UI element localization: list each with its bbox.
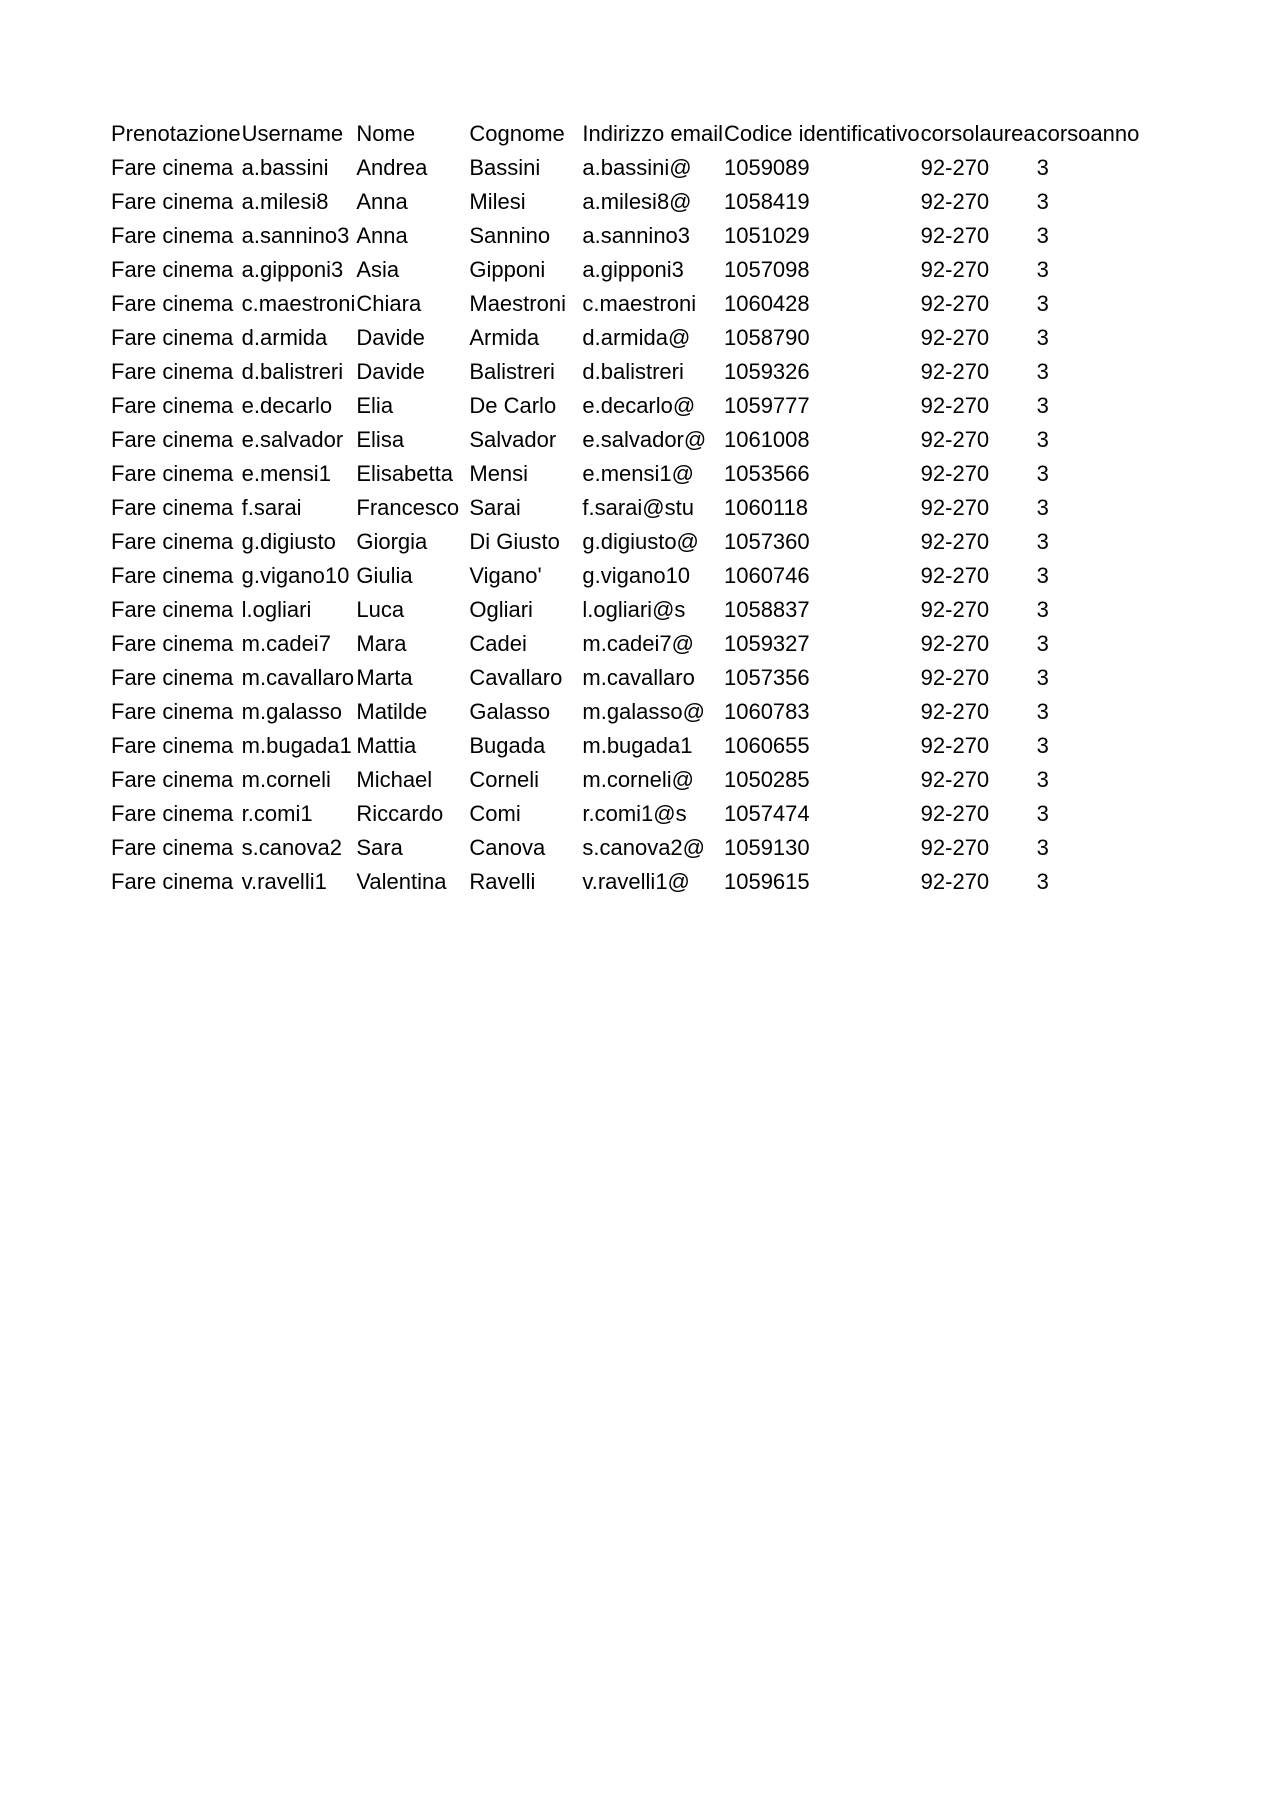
table-row: [110, 219, 1149, 253]
header-cell-username: Username: [241, 121, 344, 146]
cell-prenotazione: Fare cinema: [111, 223, 234, 248]
cell-codice: 1057356: [723, 665, 810, 690]
data-table: [110, 117, 1149, 899]
cell-prenotazione: Fare cinema: [111, 563, 234, 588]
cell-cognome: Comi: [469, 801, 521, 826]
cell-corsoanno: 3: [1036, 189, 1049, 214]
cell-corsolaurea: 92-270: [920, 563, 990, 588]
cell-corsolaurea: 92-270: [920, 835, 990, 860]
cell-codice: 1059615: [723, 869, 810, 894]
cell-username: a.bassini: [241, 155, 329, 180]
cell-corsoanno: 3: [1036, 495, 1049, 520]
table-row: [110, 287, 1149, 321]
cell-username: e.salvador: [241, 427, 344, 452]
cell-username: r.comi1: [241, 801, 313, 826]
cell-cognome: Balistreri: [469, 359, 555, 384]
cell-prenotazione: Fare cinema: [111, 801, 234, 826]
table-row: [110, 593, 1149, 627]
header-row: [110, 117, 1149, 151]
cell-prenotazione: Fare cinema: [111, 495, 234, 520]
cell-prenotazione: Fare cinema: [111, 359, 234, 384]
cell-email: r.comi1@s: [582, 801, 687, 826]
cell-username: g.vigano10: [241, 563, 350, 588]
cell-cognome: Di Giusto: [469, 529, 560, 554]
cell-email: g.vigano10: [582, 563, 691, 588]
cell-prenotazione: Fare cinema: [111, 461, 234, 486]
cell-codice: 1060783: [723, 699, 810, 724]
cell-corsoanno: 3: [1036, 869, 1049, 894]
header-cell-corsoanno: corsoanno: [1036, 121, 1140, 146]
cell-nome: Anna: [356, 223, 408, 248]
header-cell-prenotazione: Prenotazione: [111, 121, 241, 146]
cell-nome: Riccardo: [356, 801, 444, 826]
cell-prenotazione: Fare cinema: [111, 427, 234, 452]
cell-corsoanno: 3: [1036, 767, 1049, 792]
cell-codice: 1060746: [723, 563, 810, 588]
cell-username: m.cadei7: [241, 631, 331, 656]
cell-cognome: Ogliari: [469, 597, 533, 622]
cell-codice: 1057098: [723, 257, 810, 282]
cell-cognome: Milesi: [469, 189, 526, 214]
cell-codice: 1053566: [723, 461, 810, 486]
cell-cognome: Canova: [469, 835, 546, 860]
cell-email: s.canova2@: [582, 835, 705, 860]
cell-cognome: Armida: [469, 325, 540, 350]
cell-codice: 1059089: [723, 155, 810, 180]
cell-username: d.balistreri: [241, 359, 344, 384]
cell-cognome: Vigano': [469, 563, 542, 588]
cell-corsolaurea: 92-270: [920, 427, 990, 452]
cell-username: d.armida: [241, 325, 328, 350]
cell-corsoanno: 3: [1036, 529, 1049, 554]
cell-prenotazione: Fare cinema: [111, 155, 234, 180]
cell-email: m.cavallaro: [582, 665, 695, 690]
cell-corsoanno: 3: [1036, 291, 1049, 316]
cell-cognome: Mensi: [469, 461, 529, 486]
cell-prenotazione: Fare cinema: [111, 665, 234, 690]
table-row: [110, 695, 1149, 729]
cell-corsolaurea: 92-270: [920, 325, 990, 350]
cell-email: l.ogliari@s: [582, 597, 686, 622]
cell-prenotazione: Fare cinema: [111, 393, 234, 418]
cell-prenotazione: Fare cinema: [111, 767, 234, 792]
cell-cognome: De Carlo: [469, 393, 557, 418]
cell-codice: 1057474: [723, 801, 810, 826]
cell-username: e.mensi1: [241, 461, 331, 486]
cell-prenotazione: Fare cinema: [111, 325, 234, 350]
cell-username: m.galasso: [241, 699, 342, 724]
table-row: [110, 559, 1149, 593]
table-row: [110, 525, 1149, 559]
cell-prenotazione: Fare cinema: [111, 257, 234, 282]
header-cell-codice: Codice identificativo: [723, 121, 920, 146]
cell-nome: Mattia: [356, 733, 417, 758]
cell-username: s.canova2: [241, 835, 342, 860]
cell-corsolaurea: 92-270: [920, 359, 990, 384]
table-row: [110, 151, 1149, 185]
cell-nome: Luca: [356, 597, 405, 622]
cell-corsoanno: 3: [1036, 665, 1049, 690]
cell-codice: 1057360: [723, 529, 810, 554]
cell-corsoanno: 3: [1036, 835, 1049, 860]
cell-corsoanno: 3: [1036, 359, 1049, 384]
table-row: [110, 865, 1149, 899]
cell-corsoanno: 3: [1036, 223, 1049, 248]
cell-corsolaurea: 92-270: [920, 291, 990, 316]
cell-corsoanno: 3: [1036, 427, 1049, 452]
cell-codice: 1059327: [723, 631, 810, 656]
cell-codice: 1050285: [723, 767, 810, 792]
cell-nome: Elisa: [356, 427, 405, 452]
cell-corsoanno: 3: [1036, 733, 1049, 758]
cell-username: m.corneli: [241, 767, 331, 792]
cell-cognome: Sannino: [469, 223, 551, 248]
cell-corsoanno: 3: [1036, 257, 1049, 282]
table-body: [110, 151, 1149, 899]
cell-nome: Asia: [356, 257, 400, 282]
cell-nome: Anna: [356, 189, 408, 214]
cell-cognome: Gipponi: [469, 257, 546, 282]
header-cell-nome: Nome: [356, 121, 416, 146]
cell-nome: Davide: [356, 359, 425, 384]
cell-corsolaurea: 92-270: [920, 733, 990, 758]
cell-nome: Elisabetta: [356, 461, 453, 486]
cell-email: d.balistreri: [582, 359, 684, 384]
cell-corsoanno: 3: [1036, 801, 1049, 826]
cell-corsoanno: 3: [1036, 393, 1049, 418]
table-row: [110, 729, 1149, 763]
cell-email: f.sarai@stu: [582, 495, 694, 520]
table-row: [110, 491, 1149, 525]
cell-cognome: Sarai: [469, 495, 521, 520]
cell-email: m.cadei7@: [582, 631, 694, 656]
cell-cognome: Cavallaro: [469, 665, 563, 690]
cell-username: m.cavallaro: [241, 665, 355, 690]
cell-corsolaurea: 92-270: [920, 189, 990, 214]
table-row: [110, 627, 1149, 661]
cell-email: e.mensi1@: [582, 461, 694, 486]
cell-corsoanno: 3: [1036, 563, 1049, 588]
table-row: [110, 253, 1149, 287]
cell-username: v.ravelli1: [241, 869, 327, 894]
cell-email: v.ravelli1@: [582, 869, 690, 894]
cell-cognome: Corneli: [469, 767, 540, 792]
spreadsheet-page: [110, 117, 1149, 899]
cell-corsolaurea: 92-270: [920, 631, 990, 656]
cell-email: a.sannino3: [582, 223, 691, 248]
table-row: [110, 457, 1149, 491]
cell-username: a.sannino3: [241, 223, 350, 248]
cell-corsolaurea: 92-270: [920, 393, 990, 418]
cell-username: a.gipponi3: [241, 257, 344, 282]
cell-corsolaurea: 92-270: [920, 529, 990, 554]
table-row: [110, 355, 1149, 389]
cell-nome: Elia: [356, 393, 394, 418]
cell-nome: Mara: [356, 631, 407, 656]
cell-email: m.bugada1: [582, 733, 693, 758]
cell-nome: Francesco: [356, 495, 460, 520]
cell-email: e.salvador@: [582, 427, 707, 452]
cell-username: m.bugada1: [241, 733, 352, 758]
cell-corsolaurea: 92-270: [920, 495, 990, 520]
cell-prenotazione: Fare cinema: [111, 529, 234, 554]
cell-corsoanno: 3: [1036, 461, 1049, 486]
cell-username: l.ogliari: [241, 597, 312, 622]
table-row: [110, 389, 1149, 423]
cell-codice: 1058837: [723, 597, 810, 622]
cell-corsoanno: 3: [1036, 699, 1049, 724]
cell-prenotazione: Fare cinema: [111, 597, 234, 622]
cell-codice: 1061008: [723, 427, 810, 452]
cell-cognome: Bassini: [469, 155, 541, 180]
cell-email: d.armida@: [582, 325, 691, 350]
cell-corsoanno: 3: [1036, 631, 1049, 656]
cell-email: m.corneli@: [582, 767, 694, 792]
cell-nome: Giulia: [356, 563, 413, 588]
cell-codice: 1060428: [723, 291, 810, 316]
cell-cognome: Ravelli: [469, 869, 536, 894]
cell-email: g.digiusto@: [582, 529, 699, 554]
cell-prenotazione: Fare cinema: [111, 869, 234, 894]
cell-username: a.milesi8: [241, 189, 329, 214]
cell-corsoanno: 3: [1036, 155, 1049, 180]
cell-username: c.maestroni: [241, 291, 356, 316]
cell-corsolaurea: 92-270: [920, 223, 990, 248]
table-row: [110, 423, 1149, 457]
cell-nome: Chiara: [356, 291, 422, 316]
cell-codice: 1059326: [723, 359, 810, 384]
cell-corsolaurea: 92-270: [920, 597, 990, 622]
header-cell-cognome: Cognome: [469, 121, 565, 146]
cell-codice: 1059130: [723, 835, 810, 860]
cell-codice: 1058790: [723, 325, 810, 350]
cell-email: a.bassini@: [582, 155, 692, 180]
cell-cognome: Cadei: [469, 631, 527, 656]
cell-email: m.galasso@: [582, 699, 705, 724]
cell-nome: Sara: [356, 835, 403, 860]
cell-corsolaurea: 92-270: [920, 665, 990, 690]
cell-corsoanno: 3: [1036, 325, 1049, 350]
cell-prenotazione: Fare cinema: [111, 631, 234, 656]
cell-codice: 1059777: [723, 393, 810, 418]
cell-codice: 1051029: [723, 223, 810, 248]
cell-corsolaurea: 92-270: [920, 699, 990, 724]
table-row: [110, 321, 1149, 355]
cell-corsoanno: 3: [1036, 597, 1049, 622]
header-cell-email: Indirizzo email: [582, 121, 723, 146]
cell-prenotazione: Fare cinema: [111, 699, 234, 724]
cell-corsolaurea: 92-270: [920, 767, 990, 792]
cell-username: g.digiusto: [241, 529, 336, 554]
cell-corsolaurea: 92-270: [920, 257, 990, 282]
cell-codice: 1058419: [723, 189, 810, 214]
table-row: [110, 831, 1149, 865]
table-row: [110, 763, 1149, 797]
cell-corsolaurea: 92-270: [920, 155, 990, 180]
cell-corsolaurea: 92-270: [920, 869, 990, 894]
table-row: [110, 185, 1149, 219]
cell-nome: Matilde: [356, 699, 428, 724]
cell-email: a.milesi8@: [582, 189, 692, 214]
cell-nome: Valentina: [356, 869, 447, 894]
cell-email: e.decarlo@: [582, 393, 696, 418]
cell-codice: 1060118: [723, 495, 808, 520]
cell-prenotazione: Fare cinema: [111, 189, 234, 214]
cell-email: a.gipponi3: [582, 257, 684, 282]
cell-nome: Michael: [356, 767, 433, 792]
cell-nome: Davide: [356, 325, 425, 350]
cell-email: c.maestroni: [582, 291, 697, 316]
table-row: [110, 797, 1149, 831]
cell-prenotazione: Fare cinema: [111, 733, 234, 758]
cell-corsolaurea: 92-270: [920, 801, 990, 826]
cell-cognome: Salvador: [469, 427, 557, 452]
cell-username: f.sarai: [241, 495, 302, 520]
cell-prenotazione: Fare cinema: [111, 835, 234, 860]
cell-nome: Andrea: [356, 155, 428, 180]
table-row: [110, 661, 1149, 695]
cell-cognome: Maestroni: [469, 291, 566, 316]
cell-corsolaurea: 92-270: [920, 461, 990, 486]
cell-username: e.decarlo: [241, 393, 333, 418]
cell-codice: 1060655: [723, 733, 810, 758]
cell-cognome: Bugada: [469, 733, 546, 758]
cell-nome: Giorgia: [356, 529, 428, 554]
header-cell-corsolaurea: corsolaurea: [920, 121, 1036, 146]
cell-nome: Marta: [356, 665, 413, 690]
cell-cognome: Galasso: [469, 699, 551, 724]
cell-prenotazione: Fare cinema: [111, 291, 234, 316]
